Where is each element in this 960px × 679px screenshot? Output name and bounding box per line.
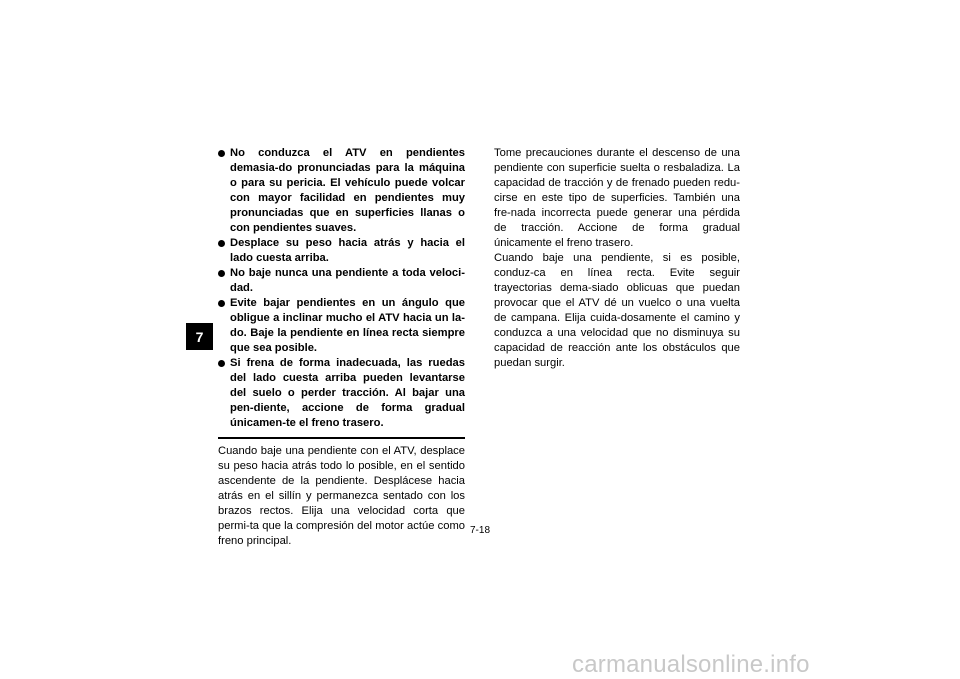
warning-end-rule	[218, 437, 465, 439]
bullet-icon	[218, 150, 225, 157]
warning-text: No conduzca el ATV en pendientes demasia-do pronunciadas para la máquina o para su pericia. El vehículo puede volcar con mayor facilidad en pendientes muy pronunciadas que en superficies llanas o con pendientes suaves.	[230, 147, 465, 234]
bullet-icon	[218, 360, 225, 367]
right-column	[494, 146, 740, 371]
warning-list	[218, 146, 465, 431]
warning-text: Evite bajar pendientes en un ángulo que obligue a inclinar mucho el ATV hacia un la-do. Baje la pendiente en línea recta siempre que sea posible.	[230, 297, 465, 354]
left-column	[218, 146, 465, 549]
warning-item	[218, 296, 465, 356]
warning-item	[218, 266, 465, 296]
warning-text: Si frena de forma inadecuada, las ruedas del lado cuesta arriba pueden levantarse del suelo o perder tracción. Al bajar una pen-diente, accione de forma gradual únicamen-te el freno trasero.	[230, 357, 465, 429]
page-number: 7-18	[469, 525, 490, 536]
warning-item	[218, 356, 465, 431]
left-paragraph: Cuando baje una pendiente con el ATV, desplace su peso hacia atrás todo lo posible, en el sentido ascendente de la pendiente. Desplácese hacia atrás en el sillín y permanezca sentado con los brazos rectos. Elija una velocidad corta que permi-ta que la compresión del motor actúe como freno principal.	[218, 445, 465, 547]
watermark: carmanualsonline.info	[572, 651, 810, 678]
bullet-icon	[218, 270, 225, 277]
right-paragraph-1: Tome precauciones durante el descenso de una pendiente con superficie suelta o resbaladiza. La capacidad de tracción y de frenado pueden redu-cirse en este tipo de superficies. También una fre-nada incorrecta puede generar una pérdida de tracción. Accione de forma gradual únicamente el freno trasero.	[494, 147, 740, 249]
warning-item	[218, 146, 465, 236]
bullet-icon	[218, 300, 225, 307]
right-paragraph-2: Cuando baje una pendiente, si es posible, conduz-ca en línea recta. Evite seguir trayectorias dema-siado oblicuas que puedan provocar que el ATV dé un vuelco o una vuelta de campana. Elija cuida-dosamente el camino y conduzca a una velocidad que no disminuya su capacidad de reacción ante los obstáculos que puedan surgir.	[494, 252, 740, 369]
bullet-icon	[218, 240, 225, 247]
warning-text: Desplace su peso hacia atrás y hacia el lado cuesta arriba.	[230, 237, 465, 264]
warning-text: No baje nunca una pendiente a toda veloci-dad.	[230, 267, 465, 294]
chapter-tab: 7	[186, 323, 213, 350]
warning-item	[218, 236, 465, 266]
